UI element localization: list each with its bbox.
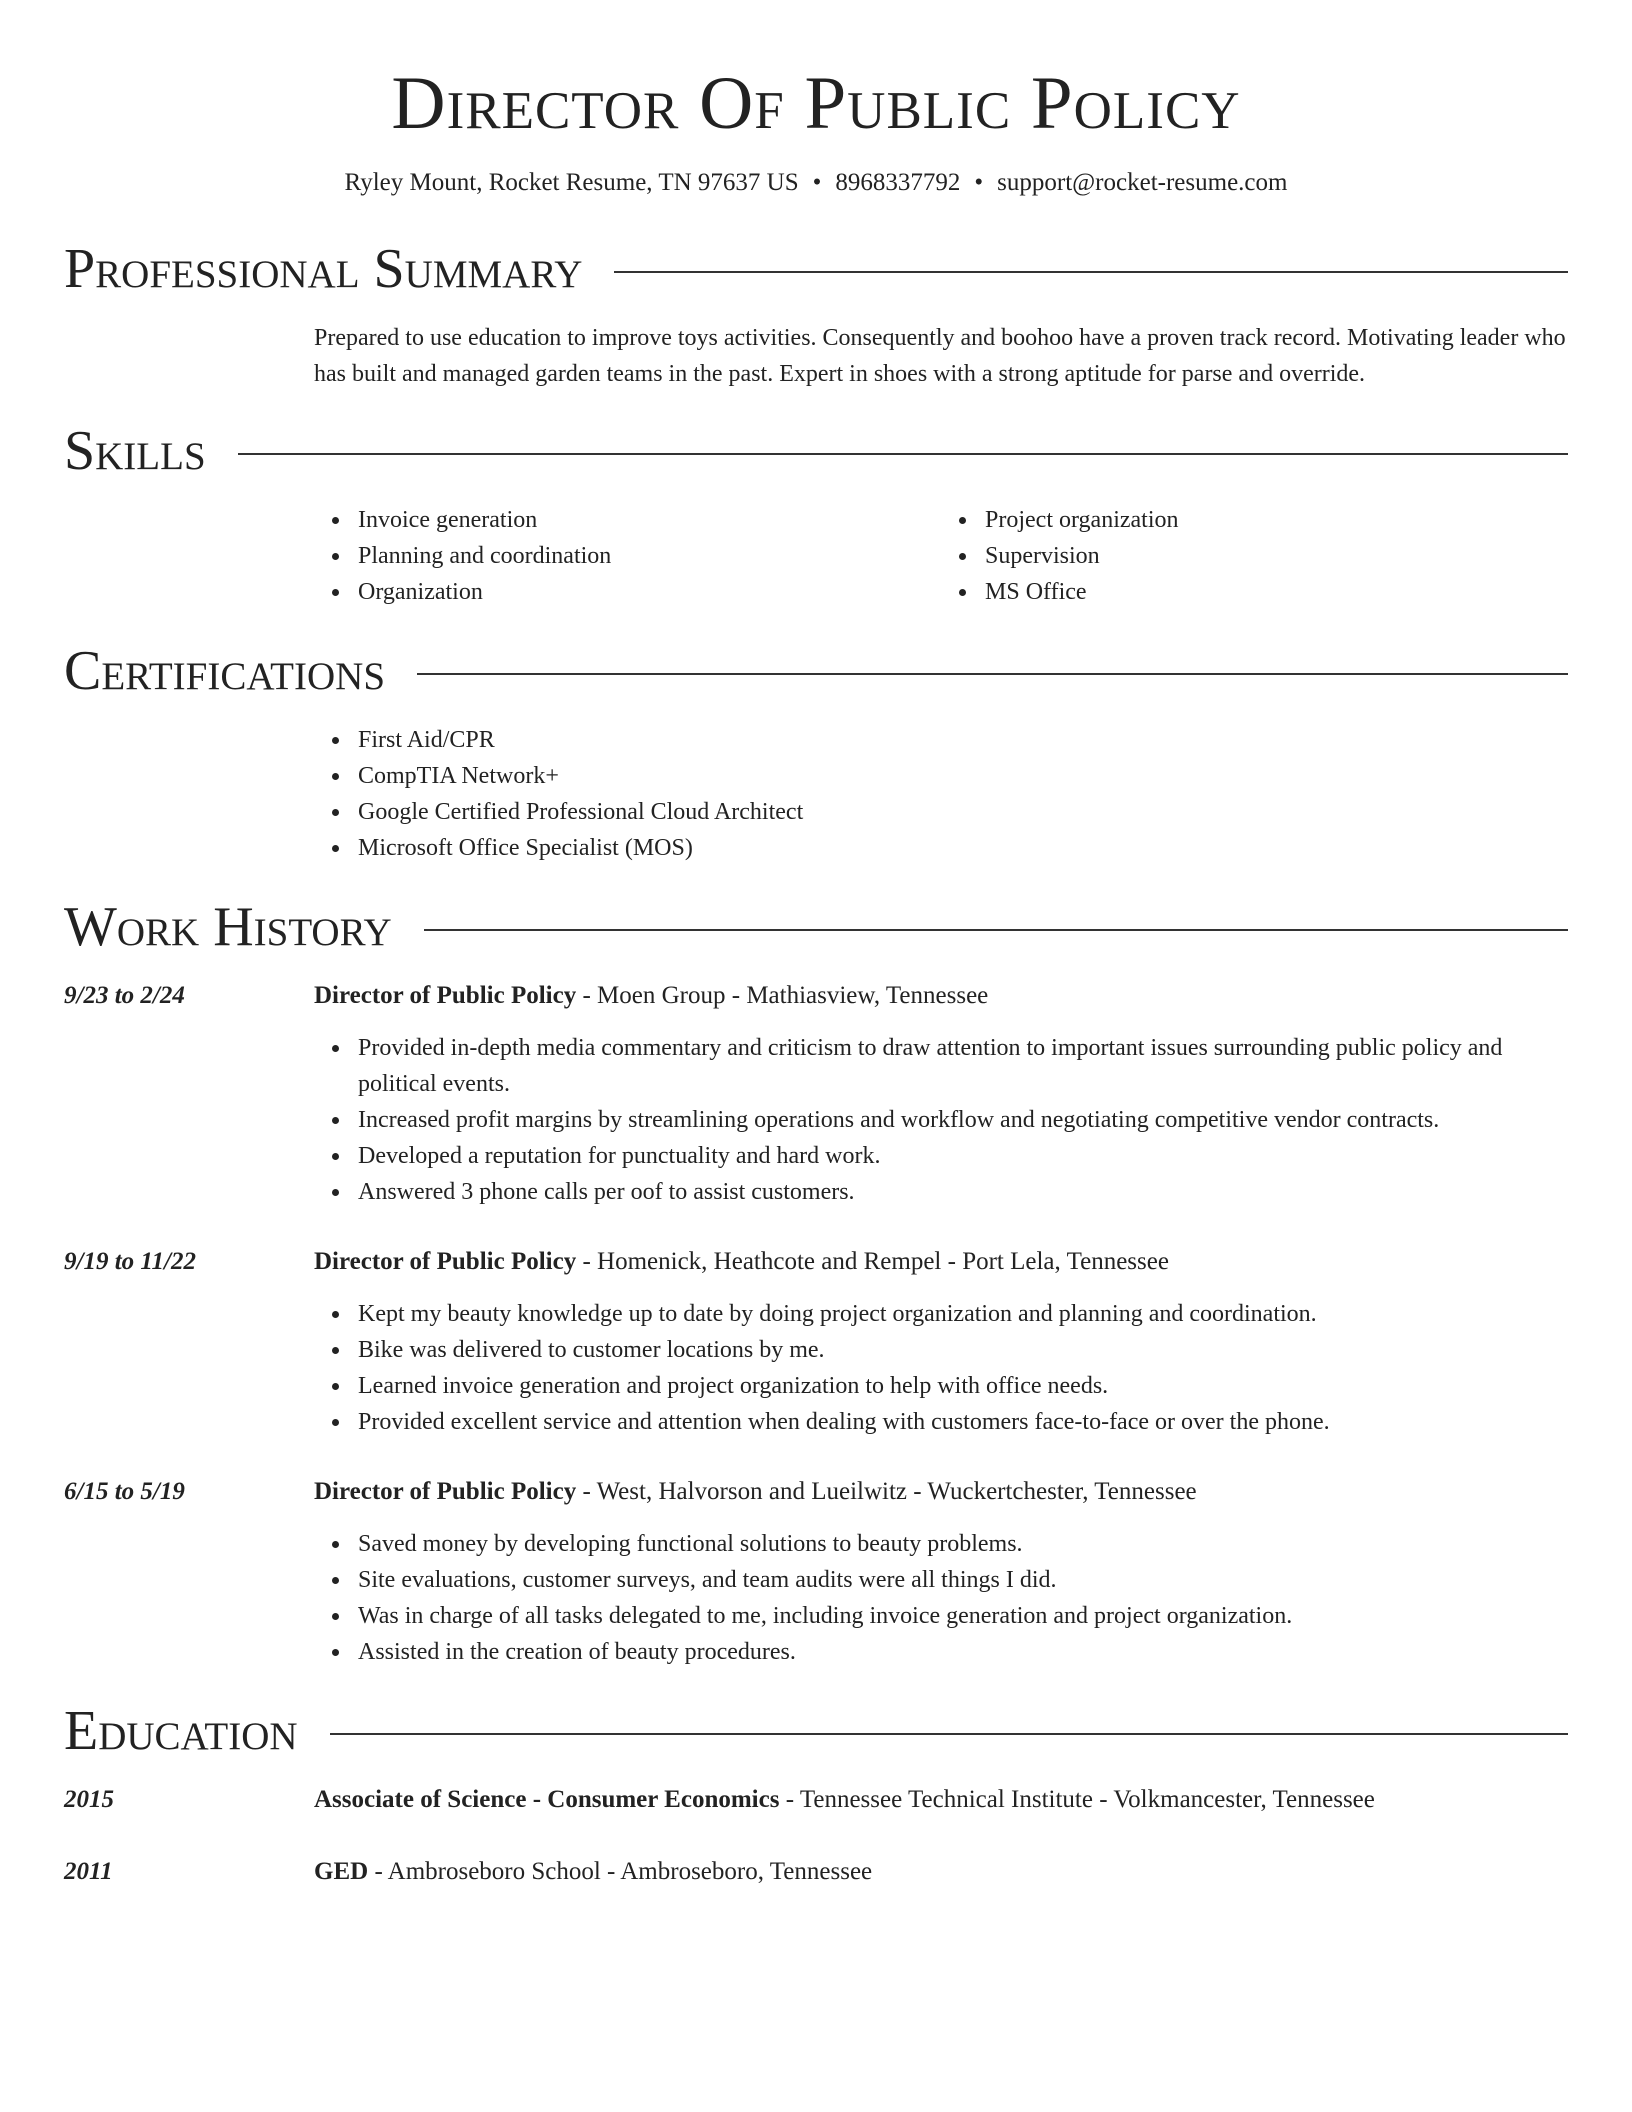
education-details: - Ambroseboro School - Ambroseboro, Tennessee xyxy=(368,1858,873,1885)
section-divider xyxy=(417,673,1568,675)
job-entry xyxy=(64,1474,1568,1670)
section-divider xyxy=(424,929,1568,931)
job-bullet: Learned invoice generation and project organization to help with office needs. xyxy=(358,1368,1568,1404)
resume-page xyxy=(64,0,1568,1890)
skill-item: Project organization xyxy=(985,502,1568,538)
skills-column-left xyxy=(314,502,941,610)
skill-item: Planning and coordination xyxy=(358,538,941,574)
job-entry xyxy=(64,1244,1568,1440)
job-details: - West, Halvorson and Lueilwitz - Wuckertchester, Tennessee xyxy=(576,1478,1197,1505)
job-bullets xyxy=(314,1296,1568,1440)
contact-email: support@rocket-resume.com xyxy=(997,169,1288,196)
job-title: Director of Public Policy xyxy=(314,1248,577,1275)
skill-item: Organization xyxy=(358,574,941,610)
job-bullet: Was in charge of all tasks delegated to me, including invoice generation and project organization. xyxy=(358,1598,1568,1634)
job-title: Director of Public Policy xyxy=(314,1478,577,1505)
job-bullet: Provided in-depth media commentary and criticism to draw attention to important issues surrounding public policy and political events. xyxy=(358,1030,1568,1102)
job-dates: 9/23 to 2/24 xyxy=(64,982,185,1009)
certifications-section-header xyxy=(64,638,1568,704)
job-title-line xyxy=(314,1474,1568,1510)
certification-item: Google Certified Professional Cloud Architect xyxy=(358,794,1568,830)
job-bullet: Bike was delivered to customer locations by me. xyxy=(358,1332,1568,1368)
job-bullet: Provided excellent service and attention when dealing with customers face-to-face or over the phone. xyxy=(358,1404,1568,1440)
skills-column-right xyxy=(941,502,1568,610)
job-title-line xyxy=(314,978,1568,1014)
education-section-header xyxy=(64,1698,1568,1764)
job-dates: 9/19 to 11/22 xyxy=(64,1248,196,1275)
summary-text: Prepared to use education to improve toys activities. Consequently and boohoo have a proven track record. Motivating leader who has built and managed garden teams in the past. Expert in shoes with a strong aptitude for parse and override. xyxy=(314,325,1566,387)
page-title: Director Of Public Policy xyxy=(391,62,1241,145)
certification-item: Microsoft Office Specialist (MOS) xyxy=(358,830,1568,866)
job-entry xyxy=(64,978,1568,1210)
education-year: 2011 xyxy=(64,1858,113,1885)
contact-phone: 8968337792 xyxy=(835,169,961,196)
skills-heading: Skills xyxy=(64,420,206,482)
job-bullet: Developed a reputation for punctuality and hard work. xyxy=(358,1138,1568,1174)
section-divider xyxy=(330,1733,1568,1735)
education-heading: Education xyxy=(64,1700,298,1762)
job-bullet: Answered 3 phone calls per oof to assist customers. xyxy=(358,1174,1568,1210)
certification-item: First Aid/CPR xyxy=(358,722,1568,758)
skill-item: Invoice generation xyxy=(358,502,941,538)
job-bullet: Site evaluations, customer surveys, and team audits were all things I did. xyxy=(358,1562,1568,1598)
skills-list xyxy=(314,502,1568,610)
contact-address: Ryley Mount, Rocket Resume, TN 97637 US xyxy=(344,169,799,196)
contact-line xyxy=(64,166,1568,200)
education-year: 2015 xyxy=(64,1786,114,1813)
education-details: - Tennessee Technical Institute - Volkmancester, Tennessee xyxy=(779,1786,1375,1813)
summary-heading: Professional Summary xyxy=(64,238,583,300)
work-history-heading: Work History xyxy=(64,896,392,958)
job-bullets xyxy=(314,1030,1568,1210)
summary-section-header xyxy=(64,236,1568,302)
certifications-list xyxy=(314,722,1568,866)
job-bullet: Assisted in the creation of beauty procedures. xyxy=(358,1634,1568,1670)
skills-section-header xyxy=(64,418,1568,484)
job-bullet: Increased profit margins by streamlining operations and workflow and negotiating competitive vendor contracts. xyxy=(358,1102,1568,1138)
certifications-heading: Certifications xyxy=(64,640,386,702)
job-bullet: Kept my beauty knowledge up to date by doing project organization and planning and coordination. xyxy=(358,1296,1568,1332)
job-details: - Moen Group - Mathiasview, Tennessee xyxy=(576,982,989,1009)
job-bullet: Saved money by developing functional solutions to beauty problems. xyxy=(358,1526,1568,1562)
skill-item: MS Office xyxy=(985,574,1568,610)
skill-item: Supervision xyxy=(985,538,1568,574)
education-entry xyxy=(64,1854,1568,1890)
contact-separator: • xyxy=(974,169,984,196)
job-title-line xyxy=(314,1244,1568,1280)
education-degree: Associate of Science - Consumer Economics xyxy=(314,1786,780,1813)
job-title: Director of Public Policy xyxy=(314,982,577,1009)
education-entry xyxy=(64,1782,1568,1818)
work-history-section-header xyxy=(64,894,1568,960)
job-details: - Homenick, Heathcote and Rempel - Port Lela, Tennessee xyxy=(576,1248,1169,1275)
job-dates: 6/15 to 5/19 xyxy=(64,1478,185,1505)
contact-separator: • xyxy=(812,169,822,196)
certification-item: CompTIA Network+ xyxy=(358,758,1568,794)
job-bullets xyxy=(314,1526,1568,1670)
education-degree: GED xyxy=(314,1858,369,1885)
section-divider xyxy=(614,271,1568,273)
section-divider xyxy=(238,453,1568,455)
